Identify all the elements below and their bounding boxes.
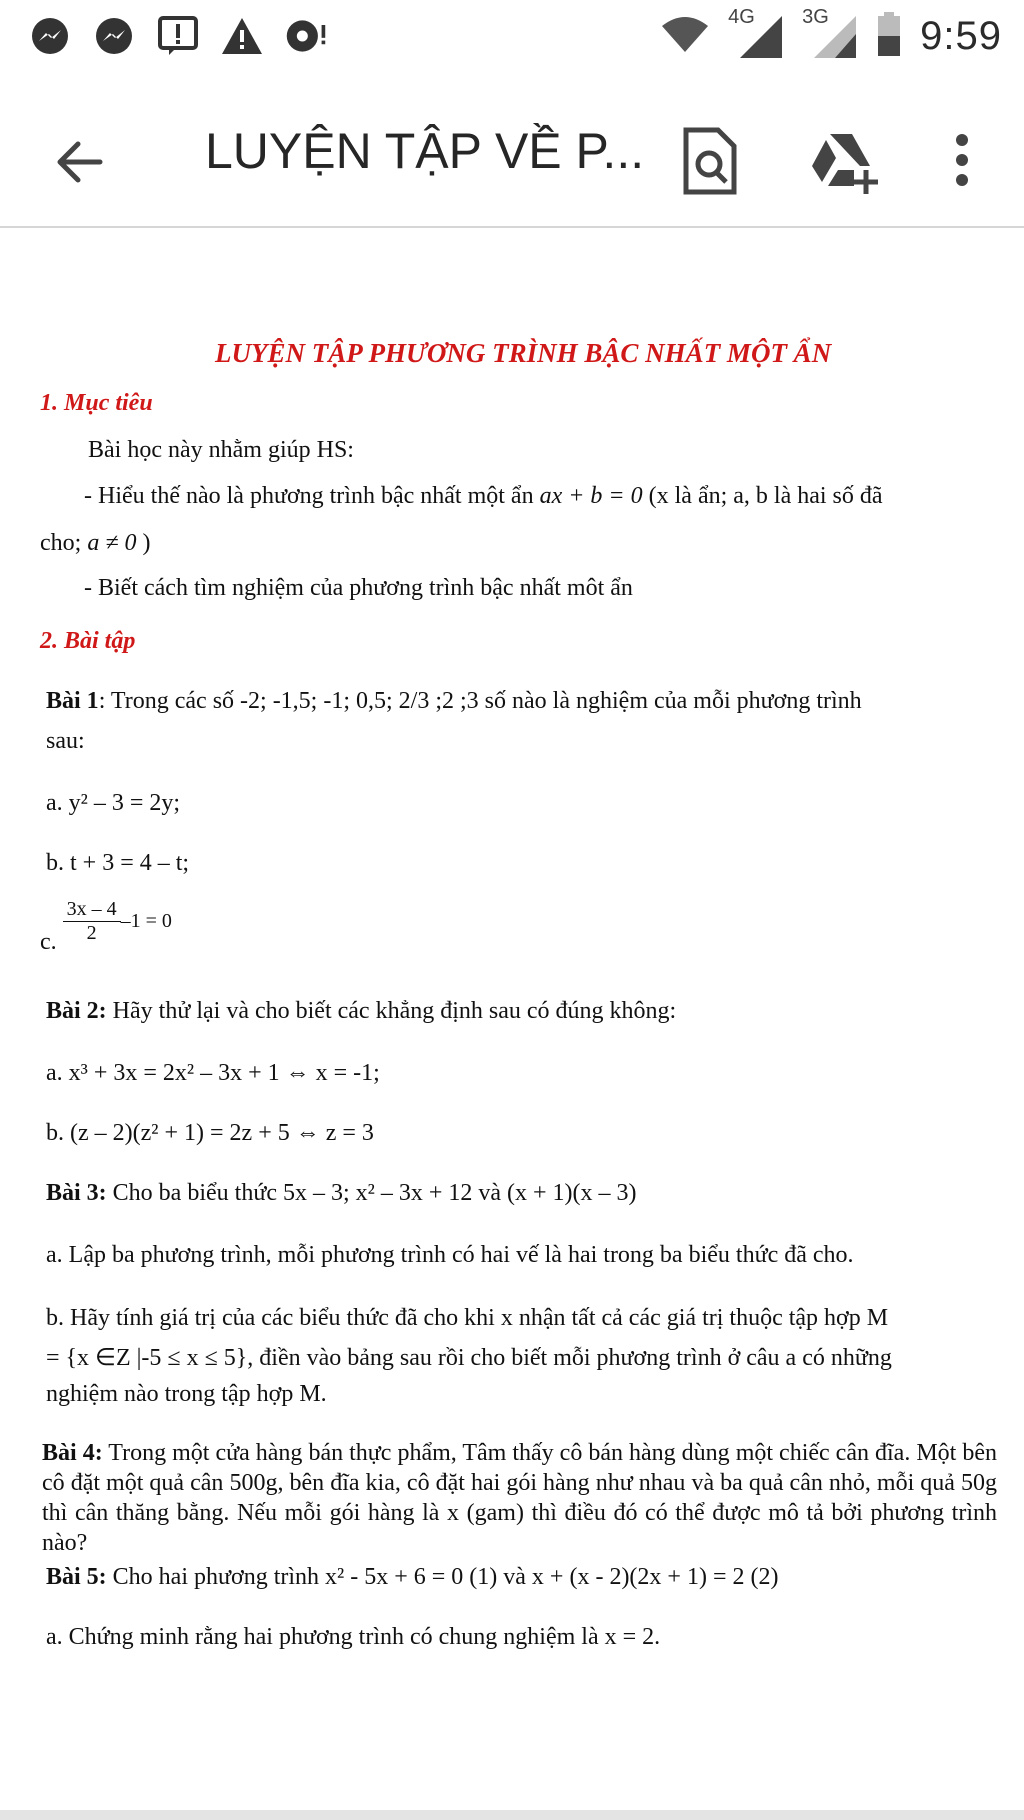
bai-2-b: b. (z – 2)(z² + 1) = 2z + 5 ⇔ z = 3 bbox=[46, 1120, 374, 1146]
bai-5-label: Bài 5: bbox=[46, 1564, 107, 1590]
page-bottom-divider bbox=[0, 1810, 1024, 1820]
fraction-denominator: 2 bbox=[86, 922, 97, 944]
messenger-icon-2 bbox=[92, 14, 136, 58]
main-title: LUYỆN TẬP PHƯƠNG TRÌNH BẬC NHẤT MỘT ẨN bbox=[215, 338, 832, 368]
search-document-icon[interactable] bbox=[680, 126, 744, 196]
bai-1-text-2: sau: bbox=[46, 728, 85, 754]
bai-3-b-line-2: = {x ∈Z |-5 ≤ x ≤ 5}, điền vào bảng sau rồi cho biết mỗi phương trình ở câu a có những bbox=[46, 1345, 892, 1371]
section-1-bullet-2: - Biết cách tìm nghiệm của phương trình bậc nhất môt ẩn bbox=[84, 575, 633, 601]
bullet-1-text: - Hiểu thế nào là phương trình bậc nhất một ẩn bbox=[84, 483, 534, 509]
bai-3-question bbox=[46, 1180, 637, 1207]
network-label-3g: 3G bbox=[802, 6, 829, 28]
bai-2-a: a. x³ + 3x = 2x² – 3x + 1 ⇔ x = -1; bbox=[46, 1060, 380, 1086]
fraction-numerator: 3x – 4 bbox=[63, 898, 121, 922]
bai-5-a: a. Chứng minh rằng hai phương trình có chung nghiệm là x = 2. bbox=[46, 1624, 661, 1650]
section-1-heading: 1. Mục tiêu bbox=[40, 390, 153, 416]
bai-4-label: Bài 4: bbox=[42, 1440, 103, 1466]
messenger-icon bbox=[28, 14, 72, 58]
status-bar bbox=[0, 0, 1024, 72]
bullet-1-text-c: cho; bbox=[40, 530, 82, 556]
bai-4-question bbox=[42, 1438, 997, 1558]
bullet-1-close: ) bbox=[142, 530, 151, 556]
bai-2-label: Bài 2: bbox=[46, 998, 107, 1024]
bai-1-text: : Trong các số -2; -1,5; -1; 0,5; 2/3 ;2 ;3 số nào là nghiệm của mỗi phương trình bbox=[98, 688, 862, 714]
section-1-bullet-1-cont bbox=[40, 530, 151, 557]
bai-5-text: Cho hai phương trình x² - 5x + 6 = 0 (1) và x + (x - 2)(2x + 1) = 2 (2) bbox=[112, 1564, 779, 1590]
signal-3g-icon bbox=[802, 6, 858, 60]
bai-1-c-label: c. bbox=[40, 929, 57, 956]
bai-3-b-line-3: nghiệm nào trong tập hợp M. bbox=[46, 1381, 327, 1407]
bullet-1-equation: ax + b = 0 bbox=[539, 483, 643, 509]
bullet-1-condition: a ≠ 0 bbox=[87, 530, 137, 556]
bai-3-text: Cho ba biểu thức 5x – 3; x² – 3x + 12 và (x + 1)(x – 3) bbox=[112, 1180, 637, 1206]
notification-icons bbox=[0, 14, 328, 58]
wifi-icon bbox=[660, 14, 710, 59]
battery-icon bbox=[876, 12, 902, 61]
network-label-4g: 4G bbox=[728, 6, 755, 28]
section-2-heading: 2. Bài tập bbox=[40, 628, 136, 654]
alert-message-icon bbox=[156, 14, 200, 58]
clock-time: 9:59 bbox=[920, 13, 1002, 58]
signal-4g-icon bbox=[728, 6, 784, 60]
bai-1-c-fraction bbox=[63, 898, 121, 945]
document-title: LUYỆN TẬP VỀ P... bbox=[205, 123, 645, 179]
bai-2-text: Hãy thử lại và cho biết các khẳng định sau có đúng không: bbox=[112, 998, 677, 1024]
section-1-intro: Bài học này nhằm giúp HS: bbox=[88, 437, 354, 463]
warning-icon bbox=[220, 14, 264, 58]
bai-3-label: Bài 3: bbox=[46, 1180, 107, 1206]
back-arrow-icon[interactable] bbox=[50, 132, 110, 192]
bai-2-question bbox=[46, 998, 676, 1025]
bai-3-b-line-1: b. Hãy tính giá trị của các biểu thức đã cho khi x nhận tất cả các giá trị thuộc tập hợp M bbox=[46, 1305, 889, 1331]
bai-1-b: b. t + 3 = 4 – t; bbox=[46, 850, 190, 876]
system-icons bbox=[660, 6, 1024, 61]
bai-3-a: a. Lập ba phương trình, mỗi phương trình có hai vế là hai trong ba biểu thức đã cho. bbox=[46, 1242, 854, 1268]
bai-1-label: Bài 1 bbox=[46, 688, 99, 714]
section-1-bullet-1 bbox=[84, 483, 883, 510]
add-to-drive-icon[interactable] bbox=[808, 126, 884, 196]
bai-5-question bbox=[46, 1564, 778, 1591]
bullet-1-text-b: (x là ẩn; a, b là hai số đã bbox=[648, 483, 883, 509]
bai-1-c-rest: –1 = 0 bbox=[120, 910, 172, 933]
bai-1-c bbox=[40, 898, 172, 956]
app-bar bbox=[0, 90, 1024, 228]
more-options-icon[interactable] bbox=[950, 126, 974, 196]
data-saver-icon bbox=[284, 14, 328, 58]
bai-1-question bbox=[46, 688, 862, 715]
bai-4-text: Trong một cửa hàng bán thực phẩm, Tâm thấy cô bán hàng dùng một chiếc cân đĩa. Một bên cô đặt một quả cân 500g, bên đĩa kia, cô đặt hai gói hàng như nhau và ba quả cân nhỏ, mỗi quả 50g thì cân thăng bằng. Nếu mỗi gói hàng là x (gam) thì điều đó có thể được mô tả bởi phương trình nào? bbox=[42, 1440, 998, 1556]
bai-1-a: a. y² – 3 = 2y; bbox=[46, 790, 181, 816]
